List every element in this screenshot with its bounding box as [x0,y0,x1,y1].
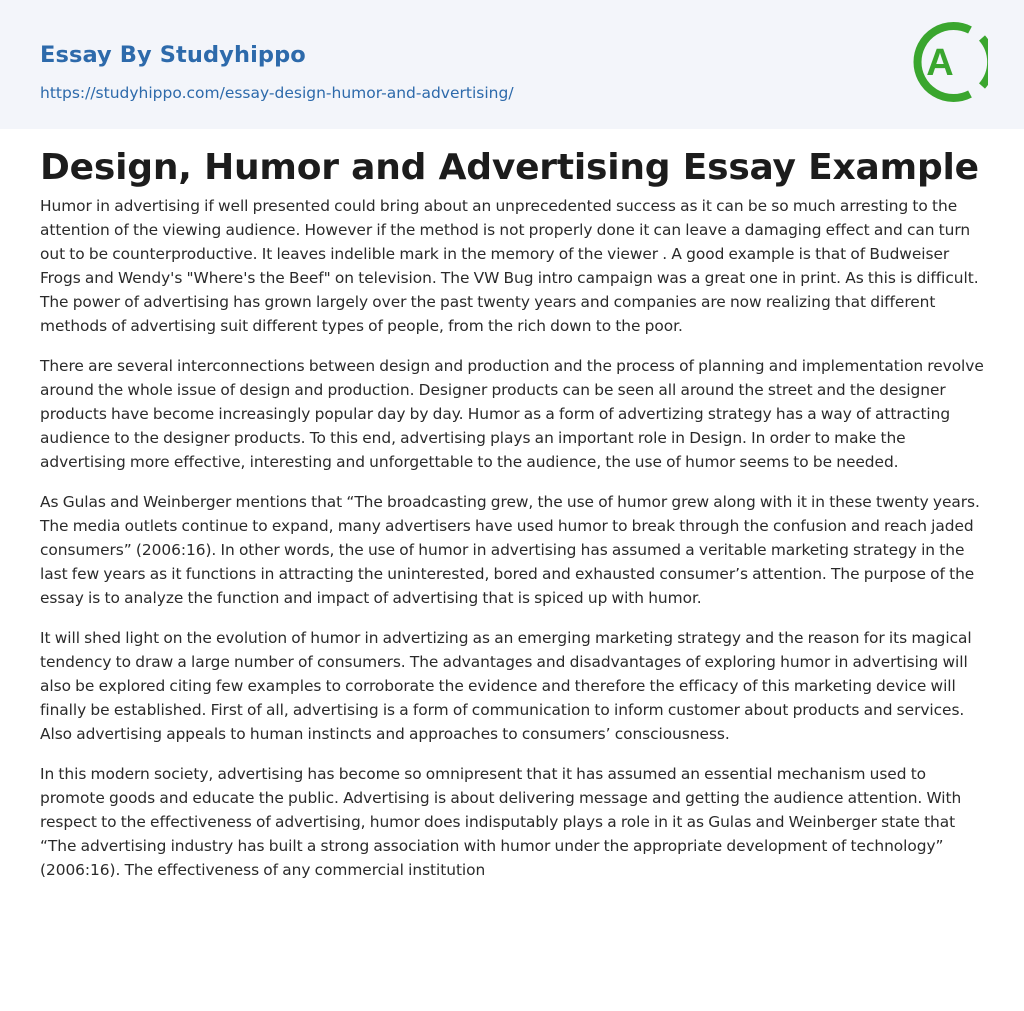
essay-body [40,194,986,898]
essay-paragraph: As Gulas and Weinberger mentions that “The broadcasting grew, the use of humor grew along with it in these twenty years. The media outlets continue to expand, many advertisers have used humor to break through the confusion and reach jaded consumers” (2006:16). In other words, the use of humor in advertising has assumed a veritable marketing strategy in the last few years as it functions in attracting the uninterested, bored and exhausted consumer’s attention. The purpose of the essay is to analyze the function and impact of advertising that is spiced up with humor. [40,493,980,607]
essay-paragraph: Humor in advertising if well presented could bring about an unprecedented success as it can be so much arresting to the attention of the viewing audience. However if the method is not properly done it can leave a damaging effect and can turn out to be counterproductive. It leaves indelible mark in the memory of the viewer . A good example is that of Budweiser Frogs and Wendy's "Where's the Beef" on television. The VW Bug intro campaign was a great one in print. As this is difficult. The power of advertising has grown largely over the past twenty years and companies are now realizing that different methods of advertising suit different types of people, from the rich down to the poor. [40,197,979,335]
essay-paragraph: In this modern society, advertising has become so omnipresent that it has assumed an essential mechanism used to promote goods and educate the public. Advertising is about delivering message and getting the audience attention. With respect to the effectiveness of advertising, humor does indisputably plays a role in it as Gulas and Weinberger state that “The advertising industry has built a strong association with humor under the appropriate development of technology” (2006:16). The effectiveness of any commercial institution [40,765,962,879]
source-url-link[interactable]: https://studyhippo.com/essay-design-humor-and-advertising/ [40,84,514,102]
essay-paragraph: It will shed light on the evolution of humor in advertizing as an emerging marketing strategy and the reason for its magical tendency to draw a large number of consumers. The advantages and disadvantages of exploring humor in advertising will also be explored citing few examples to corroborate the evidence and therefore the efficacy of this marketing device will finally be established. First of all, advertising is a form of communication to inform customer about products and services. Also advertising appeals to human instincts and approaches to consumers’ consciousness. [40,629,972,743]
page-title: Design, Humor and Advertising Essay Example [40,147,979,188]
logo-letter: A [926,42,954,84]
site-brand[interactable]: Essay By Studyhippo [40,42,306,68]
essay-paragraph: There are several interconnections between design and production and the process of planning and implementation revolve around the whole issue of design and production. Designer products can be seen all around the street and the designer products have become increasingly popular day by day. Humor as a form of advertizing strategy has a way of attracting audience to the designer products. To this end, advertising plays an important role in Design. In order to make the advertising more effective, interesting and unforgettable to the audience, the use of humor seems to be needed. [40,357,984,471]
